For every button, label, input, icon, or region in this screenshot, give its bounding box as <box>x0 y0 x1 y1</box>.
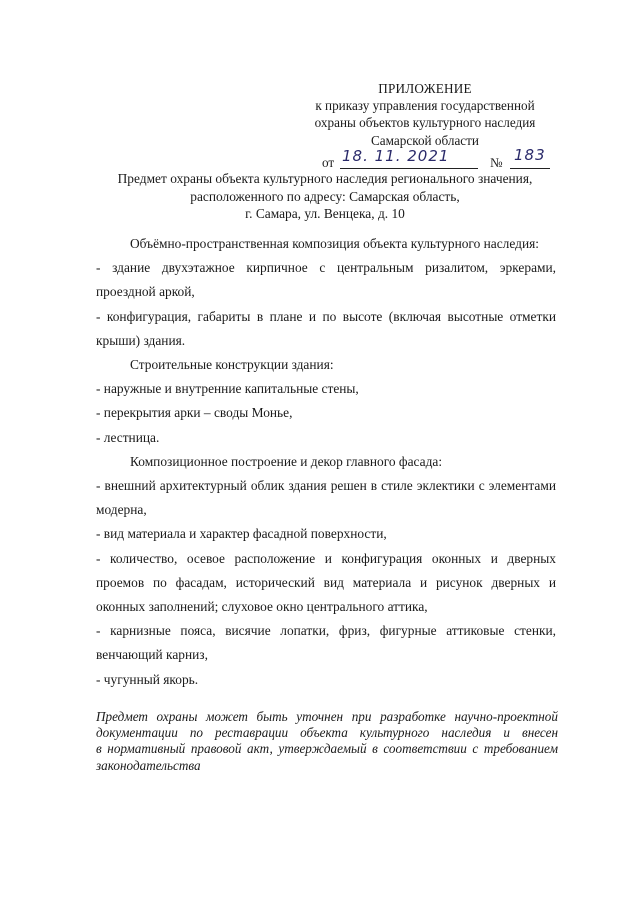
appendix-line-1: к приказу управления государственной <box>315 98 535 114</box>
list-item: - наружные и внутренние капитальные стены, <box>96 381 359 397</box>
section-heading-facade: Композиционное построение и декор главного фасада: <box>130 453 443 469</box>
list-item: - количество, осевое расположение и конфигурация оконных и дверных проемов по фасадам, исторический вид материала и рисунок дверных и оконных заполнений; слуховое окно центрального аттика, <box>96 550 556 615</box>
list-item: - чугунный якорь. <box>96 671 199 687</box>
note-line-3: в нормативный правовой акт, утверждаемый в соответствии с требованием <box>96 741 558 757</box>
section-heading-structures: Строительные конструкции здания: <box>130 357 334 373</box>
note-line-2: документации по реставрации объекта культурного наследия и внесен <box>96 725 558 741</box>
date-field <box>340 146 478 169</box>
appendix-header <box>300 80 550 173</box>
list-item: - перекрытия арки – своды Монье, <box>96 405 293 421</box>
list-item: - карнизные пояса, висячие лопатки, фриз, фигурные аттиковые стенки, венчающий карниз, <box>96 623 556 663</box>
appendix-title: ПРИЛОЖЕНИЕ <box>378 81 472 96</box>
subject-line-2: расположенного по адресу: Самарская область, <box>190 188 460 204</box>
list-item: - внешний архитектурный облик здания решен в стиле эклектики с элементами модерна, <box>96 478 556 518</box>
handwritten-date: 18. 11. 2021 <box>342 146 450 165</box>
appendix-line-2: охраны объектов культурного наследия <box>314 115 536 131</box>
appendix-line-3: Самарской области <box>371 132 479 148</box>
handwritten-number: 183 <box>514 145 546 164</box>
list-item: - лестница. <box>96 429 160 445</box>
list-item: - здание двухэтажное кирпичное с центральным ризалитом, эркерами, проездной аркой, <box>96 260 556 300</box>
note-line-1: Предмет охраны может быть уточнен при разработке научно-проектной <box>96 709 558 724</box>
note-line-4: законодательства <box>96 757 201 773</box>
date-prefix: от <box>322 154 335 170</box>
subject-line-3: г. Самара, ул. Венцека, д. 10 <box>245 206 405 221</box>
protection-subject-body <box>96 232 556 692</box>
list-item: - конфигурация, габариты в плане и по высоте (включая высотные отметки крыши) здания. <box>96 308 556 348</box>
clarification-note <box>96 709 558 774</box>
number-prefix: № <box>490 154 503 170</box>
subject-line-1: Предмет охраны объекта культурного наследия регионального значения, <box>117 171 533 186</box>
list-item: - вид материала и характер фасадной поверхности, <box>96 526 387 542</box>
number-field <box>510 145 550 169</box>
section-heading-volume: Объёмно-пространственная композиция объекта культурного наследия: <box>130 236 539 251</box>
subject-title <box>40 170 610 223</box>
